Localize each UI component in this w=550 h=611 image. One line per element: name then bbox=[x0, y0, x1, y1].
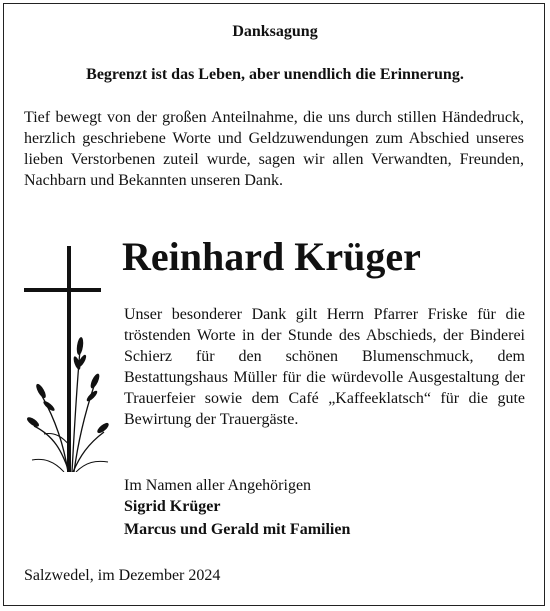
special-thanks-paragraph: Unser besonderer Dank gilt Herrn Pfarrer Friske für die tröstenden Worte in der Stunde des Abschieds, der Binderei Schierz für den schönen Blumenschmuck, dem Bestattungshaus Müller für die würdevolle Ausgestaltung der Trauerfeier sowie dem Café „Kaffeeklatsch“ für die gute Bewirtung der Trauergäste. bbox=[124, 306, 525, 428]
signoff-on-behalf: Im Namen aller Angehörigen bbox=[124, 477, 312, 494]
cross-with-wheat-icon bbox=[24, 246, 110, 472]
notice-motto: Begrenzt ist das Leben, aber unendlich die Erinnerung. bbox=[86, 66, 464, 83]
intro-paragraph: Tief bewegt von der großen Anteilnahme, die uns durch stillen Händedruck, herzlich geschriebene Worte und Geldzuwendungen zum Abschied unseres lieben Verstorbenen zuteil wurde, sagen wir allen Verwandten, Freunden, Nachbarn und Bekannten unseren Dank. bbox=[24, 109, 524, 189]
signoff-name-family: Marcus und Gerald mit Familien bbox=[124, 521, 351, 538]
notice-title: Danksagung bbox=[232, 23, 318, 40]
place-and-date: Salzwedel, im Dezember 2024 bbox=[24, 567, 221, 584]
signoff-name-primary: Sigrid Krüger bbox=[124, 498, 221, 515]
deceased-name: Reinhard Krüger bbox=[122, 234, 421, 279]
